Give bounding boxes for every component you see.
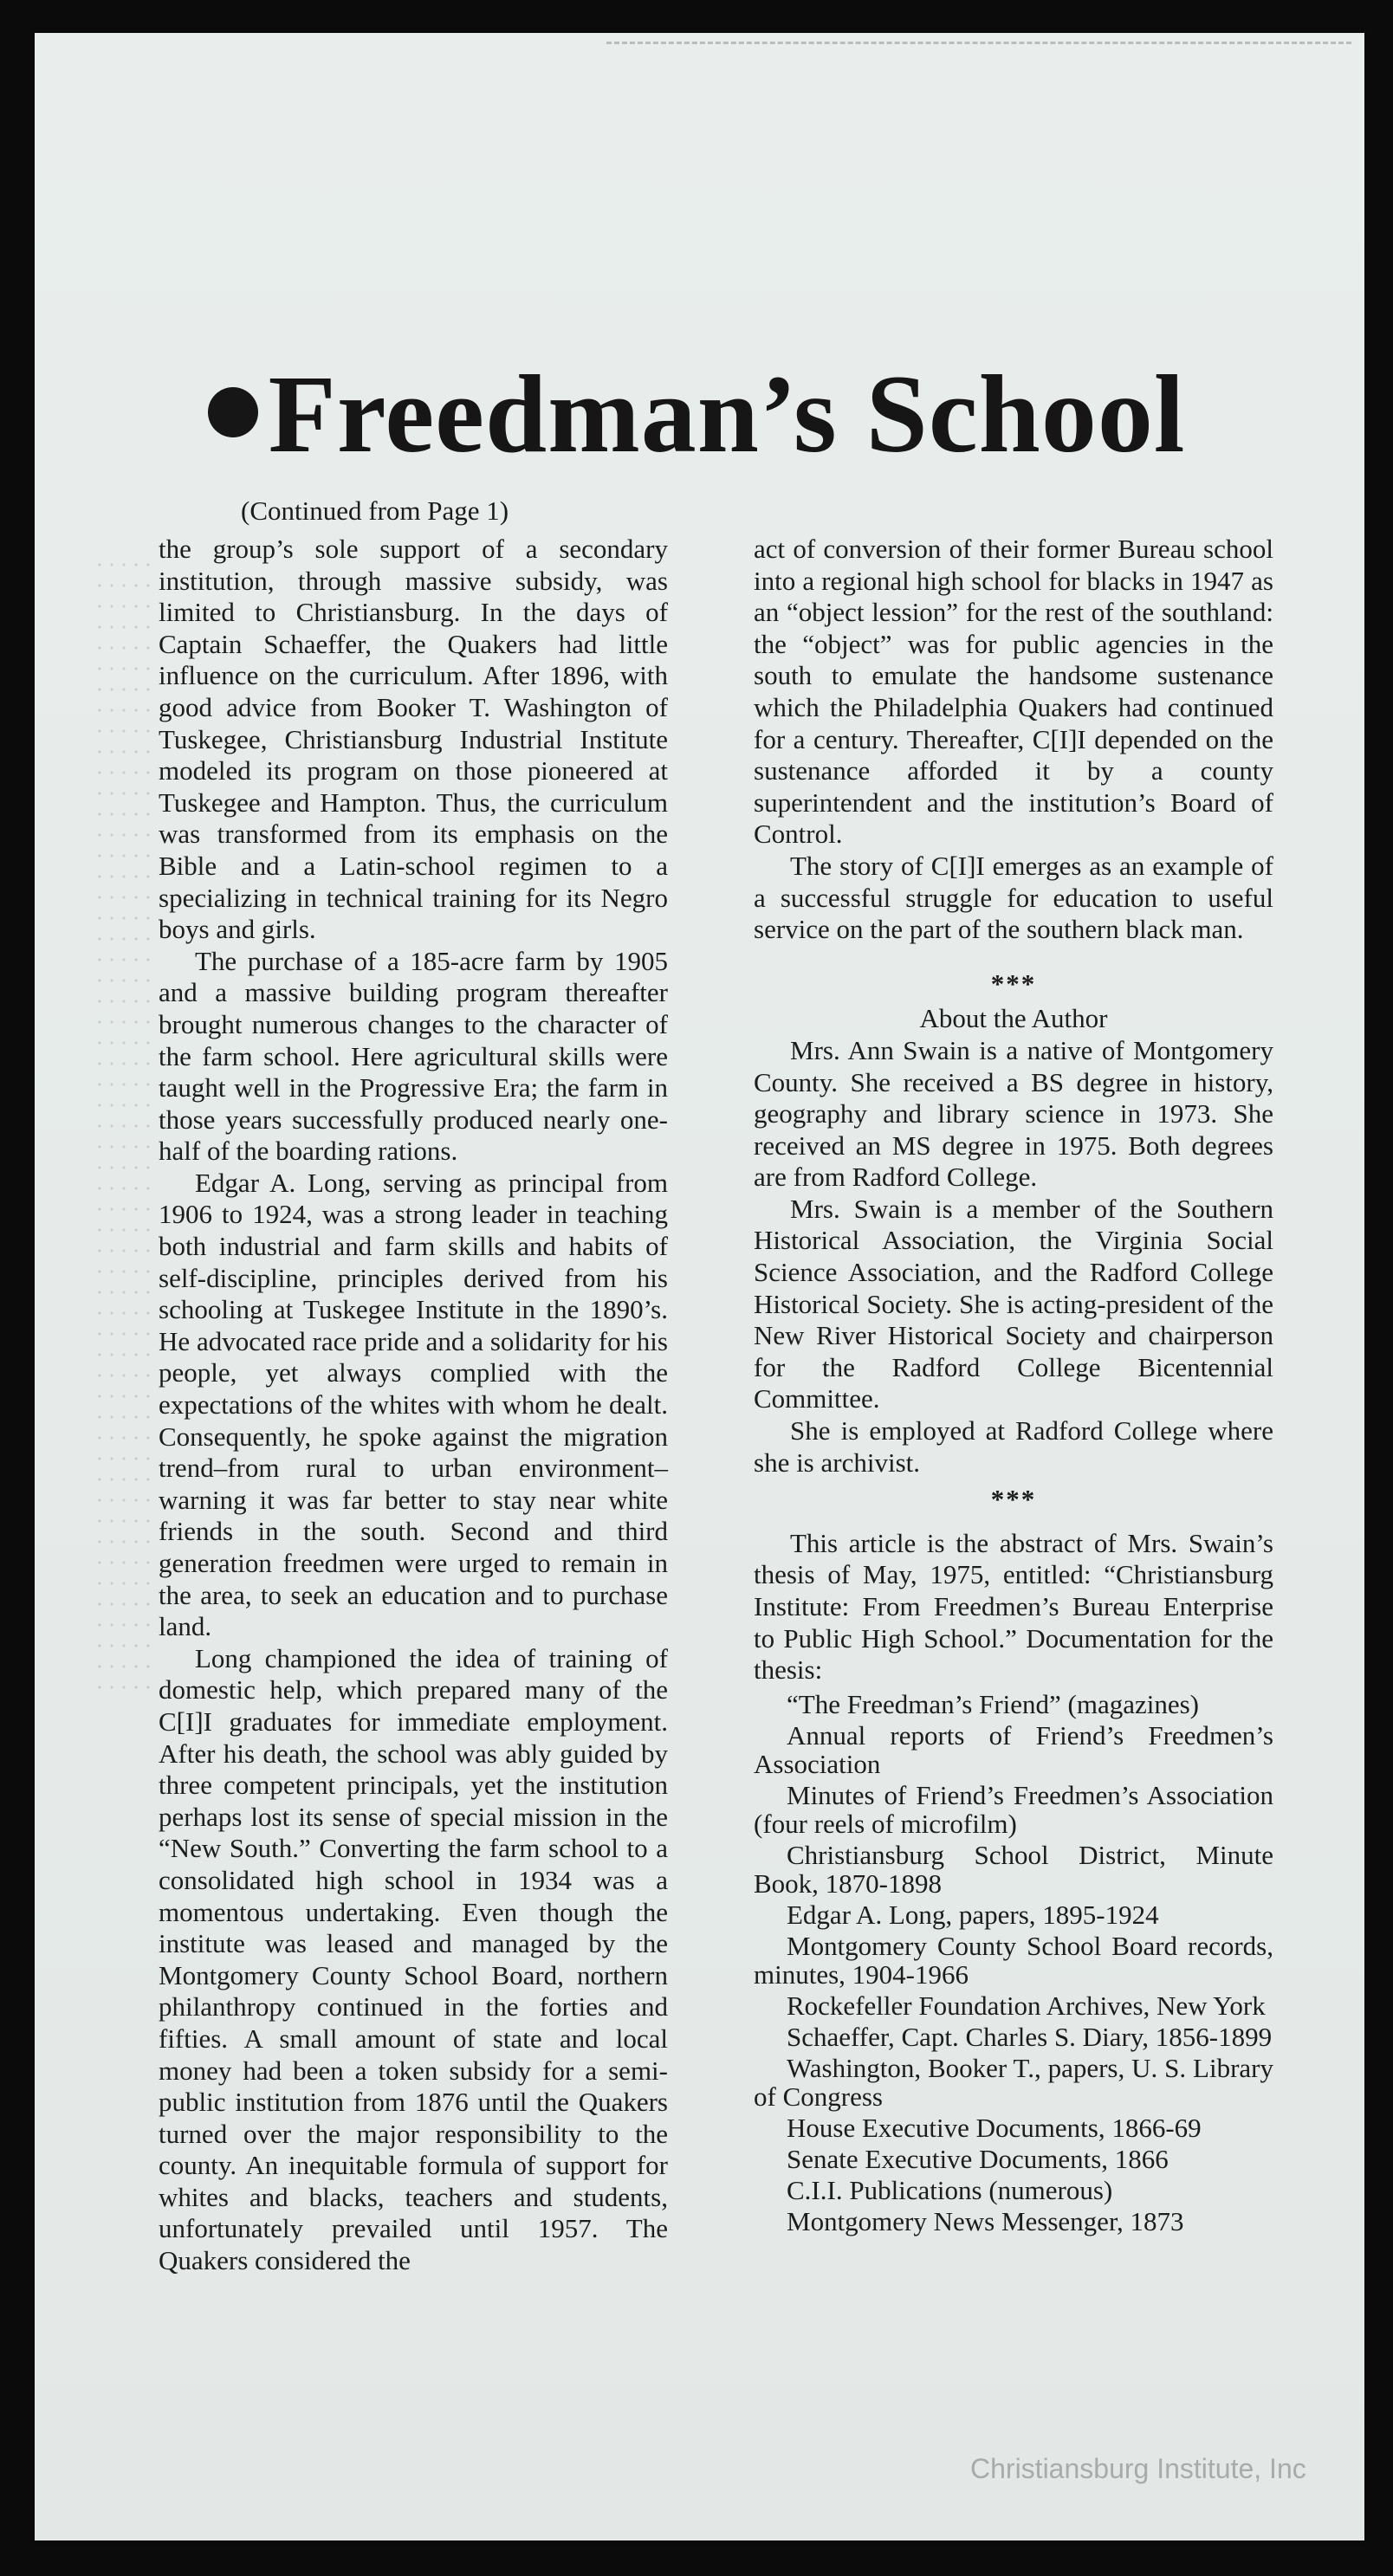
list-item: C.I.I. Publications (numerous) xyxy=(787,2174,1113,2205)
list-item: Annual reports of Friend’s Freedmen’s Association xyxy=(754,1719,1273,1779)
right-column xyxy=(754,534,1273,2238)
list-item: Edgar A. Long, papers, 1895-1924 xyxy=(787,1899,1159,1930)
paragraph: Mrs. Swain is a member of the Southern Historical Association, the Virginia Social Science Association, and the Radford College Historical Society. She is acting-president of the New River Historical Society and chairperson for the Radford College Bicentennial Committee. xyxy=(754,1193,1273,1414)
list-item: Washington, Booker T., papers, U. S. Library of Congress xyxy=(754,2052,1273,2112)
list-item: Montgomery News Messenger, 1873 xyxy=(787,2205,1184,2236)
torn-edge xyxy=(606,42,1351,79)
paragraph: Mrs. Ann Swain is a native of Montgomery County. She received a BS degree in history, geography and library science in 1973. She received an MS degree in 1975. Both degrees are from Radford College. xyxy=(754,1034,1273,1193)
continued-note: (Continued from Page 1) xyxy=(241,495,509,526)
list-item: Schaeffer, Capt. Charles S. Diary, 1856-1899 xyxy=(787,2021,1273,2052)
list-item: “The Freedman’s Friend” (magazines) xyxy=(787,1688,1200,1719)
paragraph: The purchase of a 185-acre farm by 1905 and a massive building program thereafter brought numerous changes to the character of the farm school. Here agricultural skills were taught well in the Progressive Era; the farm in those years successfully produced nearly one-half of the boarding rations. xyxy=(159,945,668,1167)
watermark: Christiansburg Institute, Inc xyxy=(970,2453,1306,2484)
list-item: Senate Executive Documents, 1866 xyxy=(787,2143,1169,2174)
paragraph: Long championed the idea of training of domestic help, which prepared many of the C[I]I graduates for immediate employment. After his death, the school was ably guided by three competent principals, yet the institution perhaps lost its sense of special mission in the “New South.” Converting the farm school to a consolidated high school in 1934 was a momentous undertaking. Even though the institute was leased and managed by the Montgomery County School Board, northern philanthropy continued in the forties and fifties. A small amount of state and local money had been a token subsidy for a semi-public institution from 1876 until the Quakers turned over the major responsibility to the county. An inequitable formula of support for whites and blacks, teachers and students, unfortunately prevailed until 1957. The Quakers considered the xyxy=(159,1642,668,2276)
paragraph: Edgar A. Long, serving as principal from 1906 to 1924, was a strong leader in teaching both industrial and farm skills and habits of self-discipline, principles derived from his schooling at Tuskegee Institute in the 1890’s. He advocated race pride and a solidarity for his people, yet always complied with the expectations of the whites with whom he dealt. Consequently, he spoke against the migration trend–from rural to urban environment–warning it was far better to stay near white friends in the south. Second and third generation freedmen were urged to remain in the area, to seek an education and to purchase land. xyxy=(159,1167,668,1642)
list-item: Minutes of Friend’s Freedmen’s Association (four reels of microfilm) xyxy=(754,1779,1273,1839)
list-item: House Executive Documents, 1866-69 xyxy=(787,2112,1202,2143)
margin-specks xyxy=(94,554,154,1706)
documentation-list xyxy=(754,1690,1273,2236)
abstract-paragraph: This article is the abstract of Mrs. Swain’s thesis of May, 1975, entitled: “Christiansburg Institute: From Freedmen’s Bureau Enterprise to Public High School.” Documentation for the thesis: xyxy=(754,1527,1273,1686)
separator: *** xyxy=(990,968,1037,999)
author-heading: About the Author xyxy=(919,1003,1108,1034)
list-item: Christiansburg School District, Minute Book, 1870-1898 xyxy=(754,1839,1273,1899)
list-item: Rockefeller Foundation Archives, New York xyxy=(787,1990,1266,2021)
paragraph: She is employed at Radford College where she is archivist. xyxy=(754,1415,1273,1478)
paragraph: act of conversion of their former Bureau school into a regional high school for blacks in 1947 as an “object lession” for the rest of the southland: the “object” was for public agencies in the south to emulate the handsome sustenance which the Philadelphia Quakers had continued for a century. Thereafter, C[I]I depended on the sustenance afforded it by a county superintendent and the institution’s Board of Control. xyxy=(754,534,1273,850)
list-item: Montgomery County School Board records, minutes, 1904-1966 xyxy=(754,1930,1273,1990)
paragraph: the group’s sole support of a secondary institution, through massive subsidy, was limited to Christiansburg. In the days of Captain Schaeffer, the Quakers had little influence on the curriculum. After 1896, with good advice from Booker T. Washington of Tuskegee, Christiansburg Industrial Institute modeled its program on those pioneered at Tuskegee and Hampton. Thus, the curriculum was transformed from its emphasis on the Bible and a Latin-school regimen to a specializing in technical training for its Negro boys and girls. xyxy=(159,534,668,945)
left-column xyxy=(159,534,668,2277)
separator: *** xyxy=(990,1484,1037,1515)
headline xyxy=(0,351,1393,478)
paragraph: The story of C[I]I emerges as an example of a successful struggle for education to useful service on the part of the southern black man. xyxy=(754,850,1273,945)
headline-text: Freedman’s School xyxy=(268,353,1186,476)
bullet-icon xyxy=(208,387,258,437)
